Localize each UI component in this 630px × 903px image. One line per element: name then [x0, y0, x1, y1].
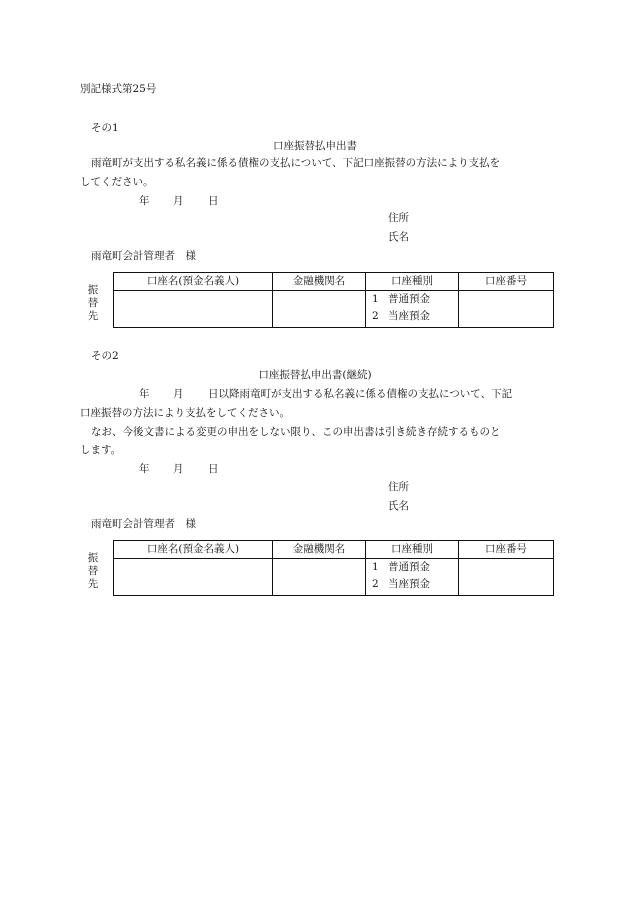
section-1-transfer-label: 振 替 先	[87, 284, 99, 322]
section-2-date-day: 日	[208, 463, 219, 475]
account-type-cell	[366, 559, 459, 596]
section-1-date-month: 月	[173, 195, 184, 207]
header-account-number: 口座番号	[459, 273, 554, 291]
section-2-addressee: 雨竜町会計管理者 様	[91, 518, 196, 530]
header-account-type: 口座種別	[366, 541, 459, 559]
header-bank-name: 金融機関名	[273, 541, 366, 559]
section-2-address-label: 住所	[388, 481, 409, 493]
account-name-field[interactable]	[114, 291, 273, 328]
account-type-option-2[interactable]: 2 当座預金	[372, 578, 430, 590]
account-type-option-1[interactable]: 1 普通預金	[372, 293, 430, 305]
header-account-name: 口座名(預金名義人)	[114, 541, 273, 559]
section-1-account-table	[113, 272, 554, 328]
table-row	[114, 291, 554, 328]
section-2-body-line-4: します。	[80, 444, 122, 456]
account-number-field[interactable]	[459, 291, 554, 328]
section-1-body-line-1: 雨竜町が支出する私名義に係る債権の支払について、下記口座振替の方法により支払を	[91, 157, 501, 169]
section-1-title: 口座振替払申出書	[273, 140, 357, 152]
section-2-title: 口座振替払申出書(継続)	[258, 369, 372, 381]
section-2-name-label: 氏名	[388, 500, 409, 512]
table-header-row	[114, 541, 554, 559]
bank-name-field[interactable]	[273, 559, 366, 596]
section-1-name-label: 氏名	[388, 231, 409, 243]
header-account-type: 口座種別	[366, 273, 459, 291]
account-name-field[interactable]	[114, 559, 273, 596]
bank-name-field[interactable]	[273, 291, 366, 328]
section-2-transfer-label: 振 替 先	[87, 552, 99, 590]
section-1-date-day: 日	[208, 195, 219, 207]
section-2-body-line-1: 日以降雨竜町が支出する私名義に係る債権の支払について、下記	[208, 388, 513, 400]
section-1-date-year: 年	[139, 195, 150, 207]
header-account-name: 口座名(預金名義人)	[114, 273, 273, 291]
header-bank-name: 金融機関名	[273, 273, 366, 291]
account-type-option-1[interactable]: 1 普通預金	[372, 561, 430, 573]
section-2-body-line-2: 口座振替の方法により支払をしてください。	[80, 407, 290, 419]
section-2-date-year: 年	[139, 463, 150, 475]
account-type-option-2[interactable]: 2 当座預金	[372, 310, 430, 322]
account-type-cell	[366, 291, 459, 328]
section-2-body-year: 年	[139, 388, 150, 400]
table-row	[114, 559, 554, 596]
section-1-label: その1	[91, 122, 119, 134]
header-account-number: 口座番号	[459, 541, 554, 559]
table-header-row	[114, 273, 554, 291]
form-number: 別記様式第25号	[80, 83, 157, 95]
section-2-body-month: 月	[173, 388, 184, 400]
section-1-addressee: 雨竜町会計管理者 様	[91, 250, 196, 262]
section-1-address-label: 住所	[388, 212, 409, 224]
section-2-body-line-3: なお、今後文書による変更の申出をしない限り、この申出書は引き続き存続するものと	[91, 426, 501, 438]
account-number-field[interactable]	[459, 559, 554, 596]
section-1-body-line-2: してください。	[80, 176, 154, 188]
section-2-label: その2	[91, 350, 119, 362]
section-2-account-table	[113, 540, 554, 596]
section-2-date-month: 月	[173, 463, 184, 475]
